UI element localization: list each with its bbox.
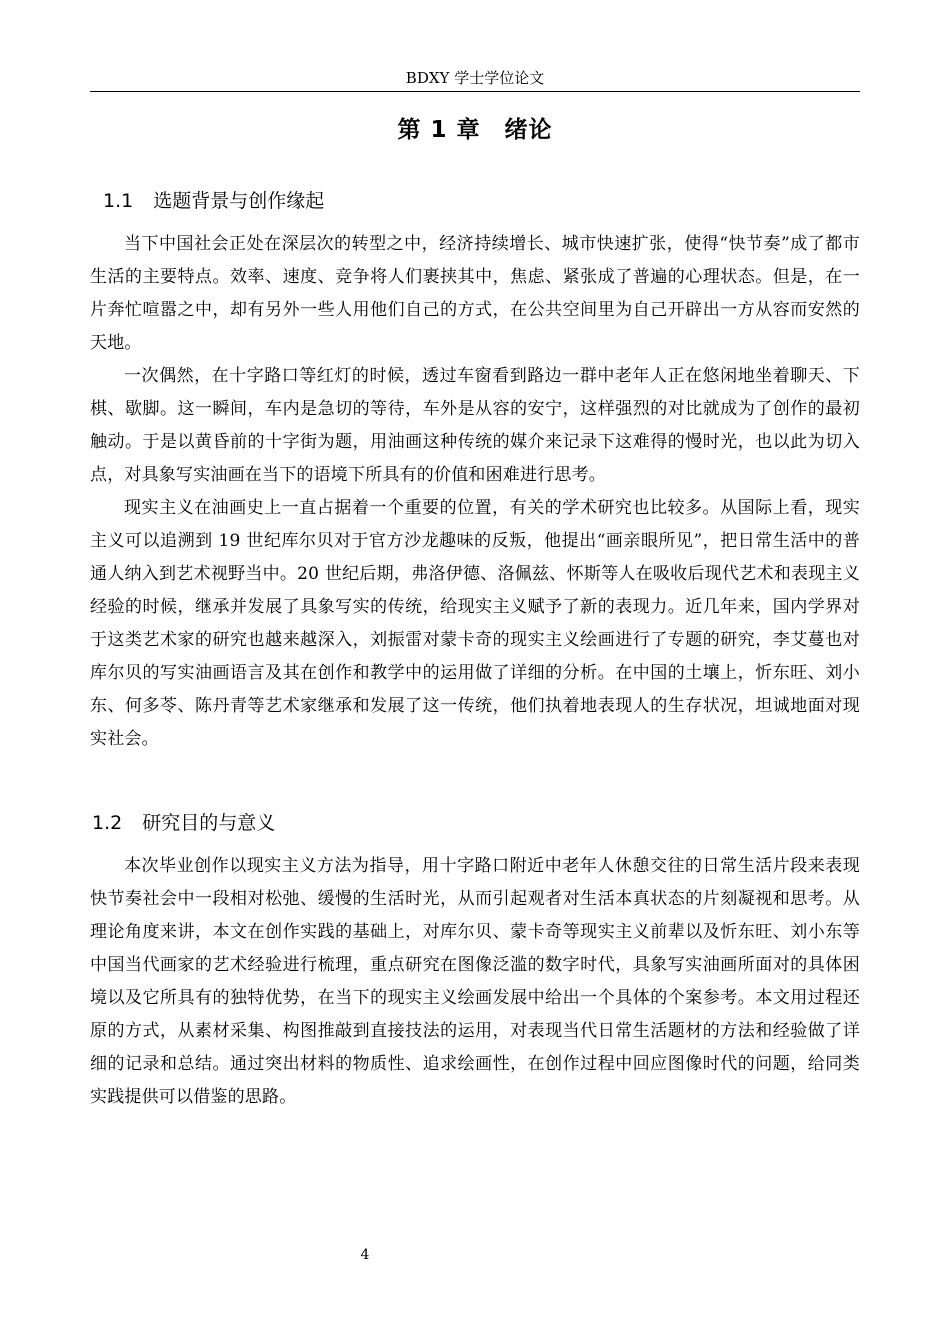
paragraph: 现实主义在油画史上一直占据着一个重要的位置，有关的学术研究也比较多。从国际上看，现实主义可以追溯到 19 世纪库尔贝对于官方沙龙趣味的反叛，他提出“画亲眼所见”，把日常生活中的普通人纳入到艺术视野当中。20 世纪后期，弗洛伊德、洛佩兹、怀斯等人在吸收后现代艺术和表现主义经验的时候，继承并发展了具象写实的传统，给现实主义赋予了新的表现力。近几年来，国内学界对于这类艺术家的研究也越来越深入，刘振雷对蒙卡奇的现实主义绘画进行了专题的研究，李艾蔓也对库尔贝的写实油画语言及其在创作和教学中的运用做了详细的分析。在中国的土壤上，忻东旺、刘小东、何多苓、陈丹青等艺术家继承和发展了这一传统，他们执着地表现人的生存状况，坦诚地面对现实社会。 [90, 498, 860, 749]
section-heading-1-1 [103, 186, 324, 216]
section-number: 1.2 [92, 812, 123, 834]
page-number: 4 [360, 1247, 370, 1263]
section-heading-1-2 [92, 808, 275, 838]
paragraph: 本次毕业创作以现实主义方法为指导，用十字路口附近中老年人休憩交往的日常生活片段来表现快节奏社会中一段相对松弛、缓慢的生活时光，从而引起观者对生活本真状态的片刻凝视和思考。从理论角度来讲，本文在创作实践的基础上，对库尔贝、蒙卡奇等现实主义前辈以及忻东旺、刘小东等中国当代画家的艺术经验进行梳理，重点研究在图像泛滥的数字时代，具象写实油画所面对的具体困境以及它所具有的独特优势，在当下的现实主义绘画发展中给出一个具体的个案参考。本文用过程还原的方式，从素材采集、构图推敲到直接技法的运用，对表现当代日常生活题材的方法和经验做了详细的记录和总结。通过突出材料的物质性、追求绘画性，在创作过程中回应图像时代的问题，给同类实践提供可以借鉴的思路。 [90, 856, 860, 1107]
paragraph: 当下中国社会正处在深层次的转型之中，经济持续增长、城市快速扩张，使得“快节奏”成了都市生活的主要特点。效率、速度、竞争将人们裹挟其中，焦虑、紧张成了普遍的心理状态。但是，在一片奔忙喧嚣之中，却有另外一些人用他们自己的方式，在公共空间里为自己开辟出一方从容而安然的天地。 [90, 234, 860, 353]
section-title: 研究目的与意义 [142, 812, 276, 834]
section-title: 选题背景与创作缘起 [153, 190, 325, 212]
section-1-1-body [90, 228, 860, 756]
section-number: 1.1 [103, 190, 134, 212]
page-header: BDXY 学士学位论文 [405, 69, 545, 87]
header-divider [90, 91, 860, 92]
chapter-title: 第 1 章 绪论 [397, 117, 553, 143]
paragraph: 一次偶然，在十字路口等红灯的时候，透过车窗看到路边一群中老年人正在悠闲地坐着聊天、下棋、歇脚。这一瞬间，车内是急切的等待，车外是从容的安宁，这样强烈的对比就成为了创作的最初触动。于是以黄昏前的十字街为题，用油画这种传统的媒介来记录下这难得的慢时光，也以此为切入点，对具象写实油画在当下的语境下所具有的价值和困难进行思考。 [90, 366, 860, 485]
section-1-2-body [90, 850, 860, 1114]
